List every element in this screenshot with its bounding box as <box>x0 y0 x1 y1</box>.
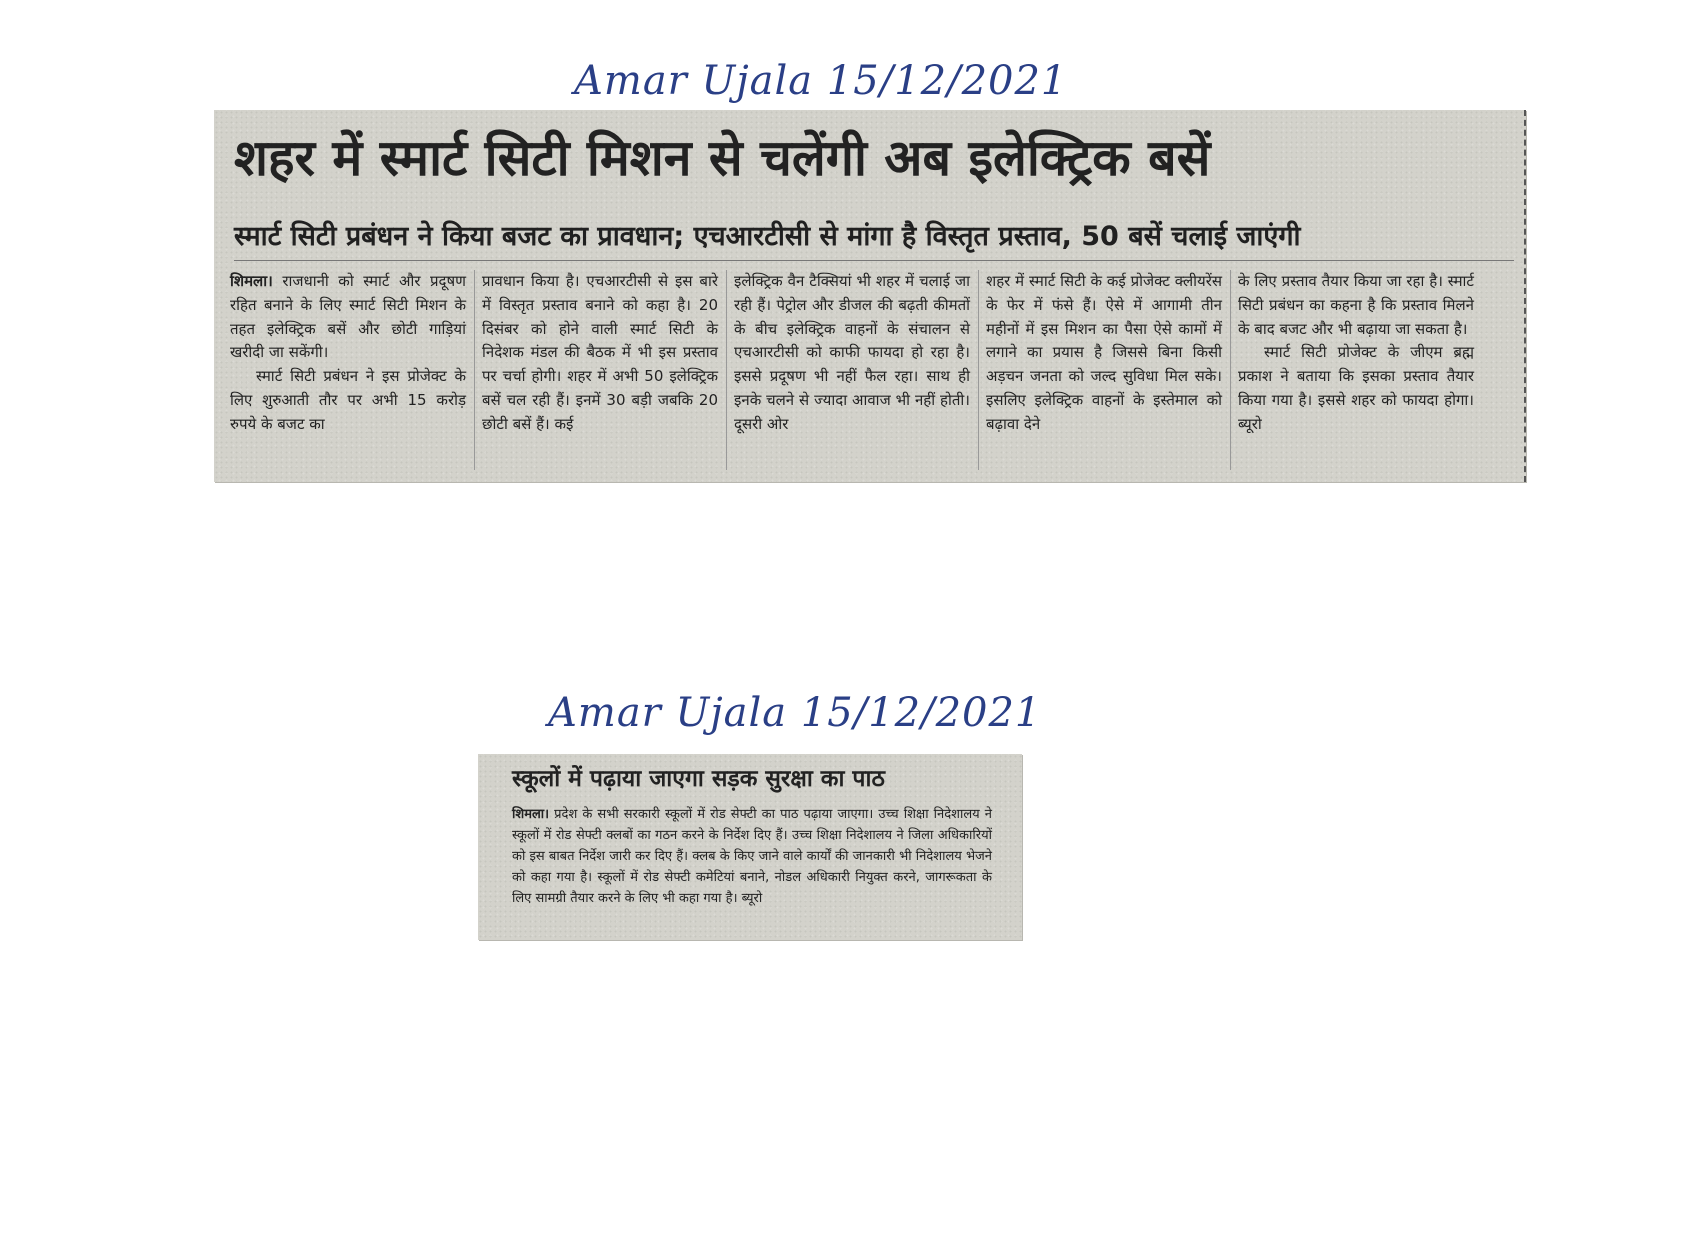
paragraph: इलेक्ट्रिक वैन टैक्सियां भी शहर में चलाई जा रही हैं। पेट्रोल और डीजल की बढ़ती कीमतों के बीच इलेक्ट्रिक वाहनों के संचालन से एचआरटीसी को काफी फायदा हो रहा है। इससे प्रदूषण भी नहीं फैल रहा। साथ ही इनके चलने से ज्यादा आवाज भी नहीं होती। दूसरी ओर <box>734 272 970 433</box>
column-divider <box>474 270 475 470</box>
article-body <box>512 804 992 909</box>
paragraph: के लिए प्रस्ताव तैयार किया जा रहा है। स्मार्ट सिटी प्रबंधन का कहना है कि प्रस्ताव मिलने के बाद बजट और भी बढ़ाया जा सकता है। <box>1238 272 1474 338</box>
paragraph: प्रदेश के सभी सरकारी स्कूलों में रोड सेफ्टी का पाठ पढ़ाया जाएगा। उच्च शिक्षा निदेशालय ने स्कूलों में रोड सेफ्टी क्लबों का गठन करने के निर्देश दिए हैं। उच्च शिक्षा निदेशालय ने जिला अधिकारियों को इस बाबत निर्देश जारी कर दिए हैं। क्लब के किए जाने वाले कार्यों की जानकारी भी निदेशालय भेजने को कहा गया है। स्कूलों में रोड सेफ्टी कमेटियां बनाने, नोडल अधिकारी नियुक्त करने, जागरूकता के लिए सामग्री तैयार करने के लिए भी कहा गया है। ब्यूरो <box>512 807 992 906</box>
handwritten-source-date-2: Amar Ujala 15/12/2021 <box>548 690 1042 736</box>
paragraph: शहर में स्मार्ट सिटी के कई प्रोजेक्ट क्लीयरेंस के फेर में फंसे हैं। ऐसे में आगामी तीन महीनों में इस मिशन का पैसा ऐसे कामों में लगाने का प्रयास है जिससे बिना किसी अड़चन जनता को जल्द सुविधा मिल सके। इसलिए इलेक्ट्रिक वाहनों के इस्तेमाल को बढ़ावा देने <box>986 272 1222 433</box>
article-column-5 <box>1238 270 1474 437</box>
newspaper-clipping-electric-buses <box>214 110 1526 482</box>
dateline: शिमला। <box>230 272 273 290</box>
dateline: शिमला। <box>512 807 550 822</box>
paragraph: स्मार्ट सिटी प्रबंधन ने इस प्रोजेक्ट के लिए शुरुआती तौर पर अभी 15 करोड़ रुपये के बजट का <box>230 367 466 433</box>
article-column-4 <box>986 270 1222 437</box>
article-column-1 <box>230 270 466 437</box>
paragraph: राजधानी को स्मार्ट और प्रदूषण रहित बनाने के लिए स्मार्ट सिटी मिशन के तहत इलेक्ट्रिक बसें और छोटी गाड़ियां खरीदी जा सकेंगी। <box>230 272 466 362</box>
divider <box>234 260 1514 261</box>
column-divider <box>726 270 727 470</box>
article-headline: शहर में स्मार्ट सिटी मिशन से चलेंगी अब इलेक्ट्रिक बसें <box>234 129 1211 187</box>
handwritten-source-date-1: Amar Ujala 15/12/2021 <box>574 58 1068 104</box>
paragraph: प्रावधान किया है। एचआरटीसी से इस बारे में विस्तृत प्रस्ताव बनाने को कहा है। 20 दिसंबर को होने वाली स्मार्ट सिटी के निदेशक मंडल की बैठक में भी इस प्रस्ताव पर चर्चा होगी। शहर में अभी 50 इलेक्ट्रिक बसें चल रही हैं। इनमें 30 बड़ी जबकि 20 छोटी बसें हैं। कई <box>482 272 718 433</box>
column-divider <box>1230 270 1231 470</box>
paragraph: स्मार्ट सिटी प्रोजेक्ट के जीएम ब्रह्म प्रकाश ने बताया कि इसका प्रस्ताव तैयार किया गया है। इससे शहर को फायदा होगा। ब्यूरो <box>1238 343 1474 433</box>
article-column-2 <box>482 270 718 437</box>
column-divider <box>978 270 979 470</box>
article-column-3 <box>734 270 970 437</box>
article-subheadline: स्मार्ट सिटी प्रबंधन ने किया बजट का प्रावधान; एचआरटीसी से मांगा है विस्तृत प्रस्ताव, 50 बसें चलाई जाएंगी <box>234 221 1301 252</box>
article-headline: स्कूलों में पढ़ाया जाएगा सड़क सुरक्षा का पाठ <box>512 766 885 792</box>
newspaper-clipping-road-safety <box>478 754 1022 940</box>
